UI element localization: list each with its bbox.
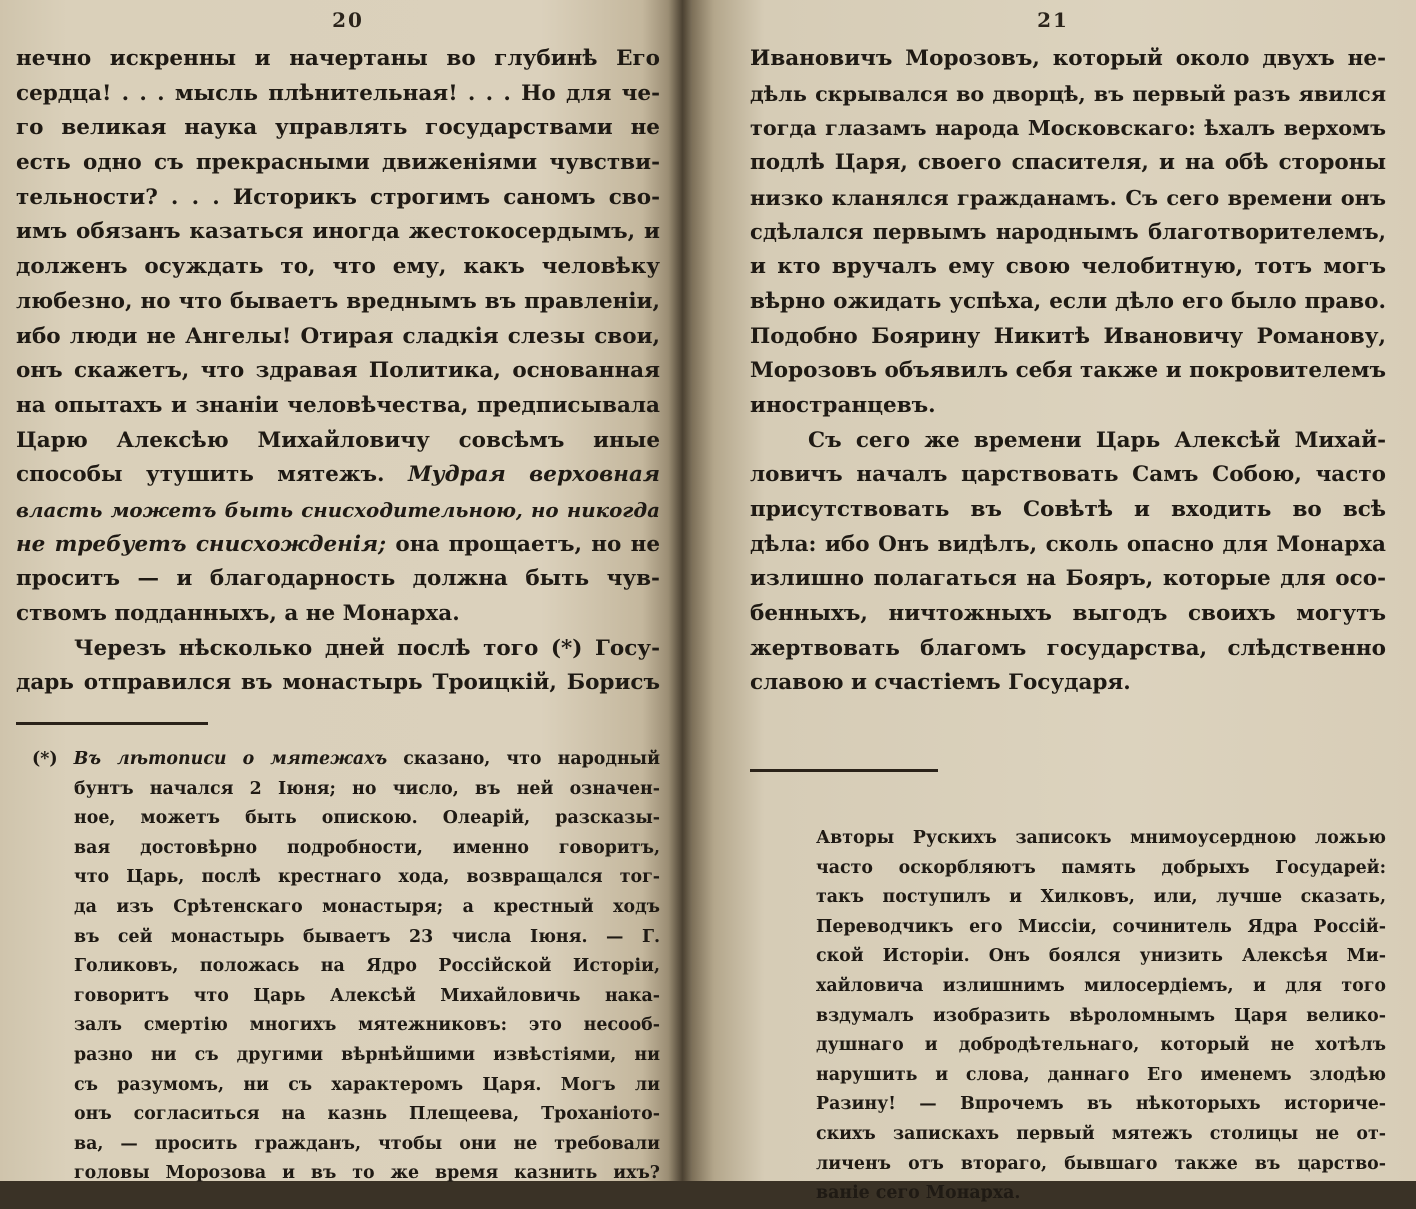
text-line: Морозовъ объявилъ себя также и покровителемъ	[750, 358, 1387, 384]
footnote-line: душнаго и добродѣтельнаго, который не хотѣлъ	[816, 1035, 1386, 1056]
text-line: бенныхъ, ничтожныхъ выгодъ своихъ могутъ	[750, 601, 1386, 626]
text-line: низко кланялся гражданамъ. Съ сего времени онъ	[750, 184, 1386, 210]
footnote-line: личенъ отъ втораго, бывшаго также въ царство-	[816, 1153, 1386, 1174]
text-line: Царю Алексѣю Михайловичу совсѣмъ иные	[16, 427, 660, 453]
footnote-line: Переводчикъ его Миссіи, сочинитель Ядра Россій-	[816, 916, 1386, 937]
text-line: дарь отправился въ монастырь Троицкій, Борисъ	[16, 670, 660, 696]
footnote-marker: (*)	[32, 749, 58, 770]
footnote-rule	[16, 722, 208, 725]
text-line: ствомъ подданныхъ, а не Монарха.	[16, 601, 460, 626]
footnote-line	[32, 745, 660, 775]
text-line: имъ обязанъ казаться иногда жестокосердымъ, и	[16, 219, 660, 245]
text-line	[16, 458, 660, 493]
text-line: проситъ — и благодарность должна быть чув-	[16, 566, 660, 592]
footnote-line: съ разумомъ, ни съ характеромъ Царя. Могъ ли	[74, 1074, 660, 1095]
text-line: есть одно съ прекрасными движеніями чувстви-	[16, 150, 660, 176]
footnote-line: въ сей монастырь бываетъ 23 числа Іюня. — Г.	[74, 926, 660, 947]
footnote-line: ное, можетъ быть опискою. Олеарій, разсказы-	[74, 808, 660, 829]
footnote-line: что Царь, послѣ крестнаго хода, возвращался тог-	[74, 867, 660, 888]
right-page	[692, 0, 1416, 1204]
italic-span: не требуетъ снисхожденія;	[16, 531, 387, 557]
footnote	[816, 824, 1386, 1209]
text-line: онъ скажетъ, что здравая Политика, основанная	[16, 358, 660, 384]
text-line: дѣла: ибо Онъ видѣлъ, сколь опасно для Монарха	[750, 531, 1386, 557]
footnote-line: часто оскорбляютъ память добрыхъ Государей:	[816, 857, 1386, 878]
text-line: сердца! . . . мысль плѣнительная! . . . Но для че-	[16, 80, 660, 106]
footnote-line: головы Морозова и въ то же время казнить ихъ?	[74, 1163, 660, 1184]
main-text	[750, 42, 1386, 701]
main-text	[16, 42, 660, 701]
text-line: Черезъ нѣсколько дней послѣ того (*) Госу-	[74, 635, 660, 661]
footnote	[32, 745, 660, 1189]
text-line: на опытахъ и знаніи человѣчества, предписывала	[16, 392, 660, 418]
footnote-line: вая достовѣрно подробности, именно говоритъ,	[74, 837, 660, 858]
text-span: способы утушить мятежъ.	[16, 462, 385, 488]
text-line: Ивановичъ Морозовъ, который около двухъ не-	[750, 46, 1386, 71]
text-line: жертвовать благомъ государства, слѣдственно	[750, 635, 1386, 661]
footnote-line: ва, — просить гражданъ, чтобы они не требовали	[74, 1133, 660, 1154]
footnote-line: онъ согласиться на казнь Плещеева, Троханіото-	[74, 1104, 660, 1125]
text-line: Подобно Боярину Никитѣ Ивановичу Романову,	[750, 323, 1386, 349]
text-line: ибо люди не Ангелы! Отирая сладкія слезы свои,	[16, 323, 660, 349]
page-number: 20	[332, 8, 364, 32]
footnote-line: Авторы Рускихъ записокъ мнимоусердною ложью	[816, 828, 1386, 849]
footnote-line: ской Исторіи. Онъ боялся унизить Алексѣя Ми-	[816, 946, 1386, 967]
text-line: тогда глазамъ народа Московскаго: ѣхалъ верхомъ	[750, 116, 1386, 141]
text-line: долженъ осуждать то, что ему, какъ человѣку	[16, 254, 660, 280]
text-line: тельности? . . . Историкъ строгимъ саномъ сво-	[16, 184, 660, 210]
text-line: сдѣлался первымъ народнымъ благотворителемъ,	[750, 219, 1386, 245]
text-line: излишно полагаться на Бояръ, которые для осо-	[750, 566, 1386, 592]
text-line: присутствовать въ Совѣтѣ и входить во всѣ	[750, 496, 1386, 522]
footnote-line: нарушить и слова, даннаго Его именемъ злодѣю	[816, 1064, 1386, 1085]
text-line: ловичъ началъ царствовать Самъ Собою, часто	[750, 462, 1386, 488]
footnote-line: залъ смертію многихъ мятежниковъ: это несооб-	[74, 1015, 660, 1036]
footnote-line: Голиковъ, положась на Ядро Россійской Исторіи,	[74, 956, 660, 977]
text-line: вѣрно ожидать успѣха, если дѣло его было право.	[750, 288, 1386, 314]
italic-span: Въ лѣтописи о мятежахъ	[73, 749, 388, 770]
footnote-line: ваніе сего Монарха.	[816, 1183, 1021, 1204]
text-line: Съ сего же времени Царь Алексѣй Михай-	[808, 427, 1386, 453]
left-page	[0, 0, 676, 1184]
text-line: любезно, но что бываетъ вреднымъ въ правленіи,	[16, 288, 660, 314]
footnote-line: разно ни съ другими вѣрнѣйшими извѣстіями, ни	[74, 1045, 660, 1065]
italic-span: Мудрая верховная	[408, 462, 660, 488]
footnote-line: вздумалъ изобразить вѣроломнымъ Царя велико-	[816, 1005, 1386, 1026]
footnote-line: скихъ запискахъ первый мятежъ столицы не от-	[816, 1124, 1386, 1144]
text-line: дѣль скрывался во дворцѣ, въ первый разъ явился	[750, 81, 1386, 106]
text-span: она прощаетъ, но не	[386, 531, 660, 557]
text-line: го великая наука управлять государствами не	[16, 115, 660, 141]
footnote-line: бунтъ начался 2 Іюня; но число, въ ней означен-	[74, 778, 660, 799]
text-line: власть можетъ быть снисходительною, но никогда	[16, 497, 660, 522]
footnote-line: да изъ Срѣтенскаго монастыря; а крестный ходъ	[74, 897, 660, 918]
text-line	[16, 528, 660, 563]
text-line: иностранцевъ.	[750, 392, 936, 418]
text-line: славою и счастіемъ Государя.	[750, 670, 1131, 696]
footnote-line: хайловича излишнимъ милосердіемъ, и для того	[816, 976, 1386, 997]
footnote-line: говоритъ что Царь Алексѣй Михайловичь нака-	[74, 985, 660, 1006]
footnote-line: Разину! — Впрочемъ въ нѣкоторыхъ историче-	[816, 1094, 1386, 1115]
text-line: и кто вручалъ ему свою челобитную, тотъ могъ	[750, 254, 1386, 280]
text-line: нечно искренны и начертаны во глубинѣ Его	[16, 46, 660, 71]
footnote-rule	[750, 769, 938, 772]
footnote-line: такъ поступилъ и Хилковъ, или, лучше сказать,	[816, 887, 1386, 908]
text-span: сказано, что народный	[387, 749, 660, 770]
text-line: подлѣ Царя, своего спасителя, и на обѣ стороны	[750, 150, 1386, 176]
page-number: 21	[1037, 8, 1069, 32]
